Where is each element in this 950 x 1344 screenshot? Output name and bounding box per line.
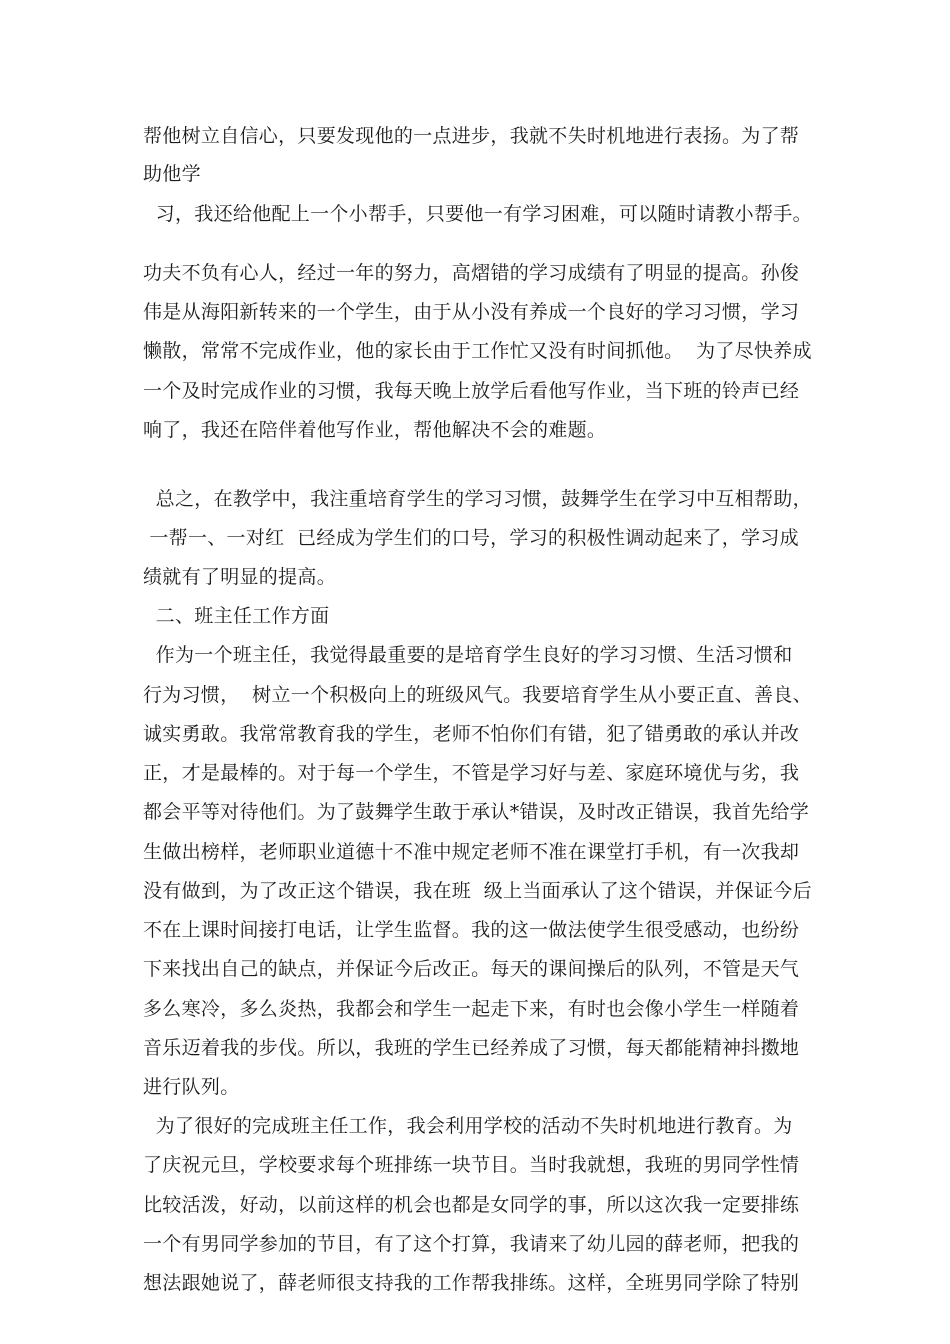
text-line: 一个有男同学参加的节目，有了这个打算，我请来了幼儿园的薛老师，把我的 bbox=[143, 1233, 800, 1255]
text-line: 习，我还给他配上一个小帮手，只要他一有学习困难，可以随时请教小帮手。 bbox=[143, 203, 812, 225]
text-line: 音乐迈着我的步伐。所以，我班的学生已经养成了习惯，每天都能精神抖擞地 bbox=[143, 1037, 800, 1059]
text-line: 功夫不负有心人，经过一年的努力，高熠错的学习成绩有了明显的提高。孙俊 bbox=[143, 262, 800, 284]
text-line: 下来找出自己的缺点，并保证今后改正。每天的课间操后的队列，不管是天气 bbox=[143, 958, 800, 980]
text-line: 绩就有了明显的提高。 bbox=[143, 566, 337, 588]
text-line: 作为一个班主任，我觉得最重要的是培育学生良好的学习习惯、生活习惯和 bbox=[143, 644, 793, 666]
text-line: 想法跟她说了，薛老师很支持我的工作帮我排练。这样，全班男同学除了特别 bbox=[143, 1272, 800, 1294]
text-line: 诚实勇敢。我常常教育我的学生，老师不怕你们有错，犯了错勇敢的承认并改 bbox=[143, 723, 800, 745]
text-line: 多么寒冷，多么炎热，我都会和学生一起走下来，有时也会像小学生一样随着 bbox=[143, 998, 800, 1020]
text-line: 进行队列。 bbox=[143, 1076, 240, 1098]
text-line: 总之，在教学中，我注重培育学生的学习习惯，鼓舞学生在学习中互相帮助， bbox=[143, 488, 812, 510]
text-line: 一帮一、一对红 已经成为学生们的口号，学习的积极性调动起来了，学习成 bbox=[143, 527, 799, 549]
text-line: 比较活泼，好动，以前这样的机会也都是女同学的事，所以这次我一定要排练 bbox=[143, 1194, 800, 1216]
text-line: 正，才是最棒的。对于每一个学生，不管是学习好与差、家庭环境优与劣，我 bbox=[143, 762, 800, 784]
text-line: 伟是从海阳新转来的一个学生，由于从小没有养成一个良好的学习习惯，学习 bbox=[143, 301, 800, 323]
text-line: 行为习惯， 树立一个积极向上的班级风气。我要培育学生从小要正直、善良、 bbox=[143, 684, 812, 706]
text-line: 帮他树立自信心，只要发现他的一点进步，我就不失时机地进行表扬。为了帮 bbox=[143, 125, 800, 147]
text-line: 助他学 bbox=[143, 163, 201, 185]
text-line: 不在上课时间接打电话，让学生监督。我的这一做法使学生很受感动，也纷纷 bbox=[143, 919, 800, 941]
section-heading: 二、班主任工作方面 bbox=[143, 605, 330, 627]
text-line: 生做出榜样，老师职业道德十不准中规定老师不准在课堂打手机，有一次我却 bbox=[143, 841, 800, 863]
text-line: 一个及时完成作业的习惯，我每天晚上放学后看他写作业，当下班的铃声已经 bbox=[143, 380, 800, 402]
text-line: 没有做到，为了改正这个错误，我在班 级上当面承认了这个错误，并保证今后 bbox=[143, 880, 812, 902]
text-line: 懒散，常常不完成作业，他的家长由于工作忙又没有时间抓他。 为了尽快养成 bbox=[143, 340, 812, 362]
text-line: 响了，我还在陪伴着他写作业，帮他解决不会的难题。 bbox=[143, 419, 607, 441]
text-line: 了庆祝元旦，学校要求每个班排练一块节目。当时我就想，我班的男同学性情 bbox=[143, 1154, 800, 1176]
text-line: 都会平等对待他们。为了鼓舞学生敢于承认*错误，及时改正错误，我首先给学 bbox=[143, 801, 810, 823]
text-line: 为了很好的完成班主任工作，我会利用学校的活动不失时机地进行教育。为 bbox=[143, 1115, 793, 1137]
